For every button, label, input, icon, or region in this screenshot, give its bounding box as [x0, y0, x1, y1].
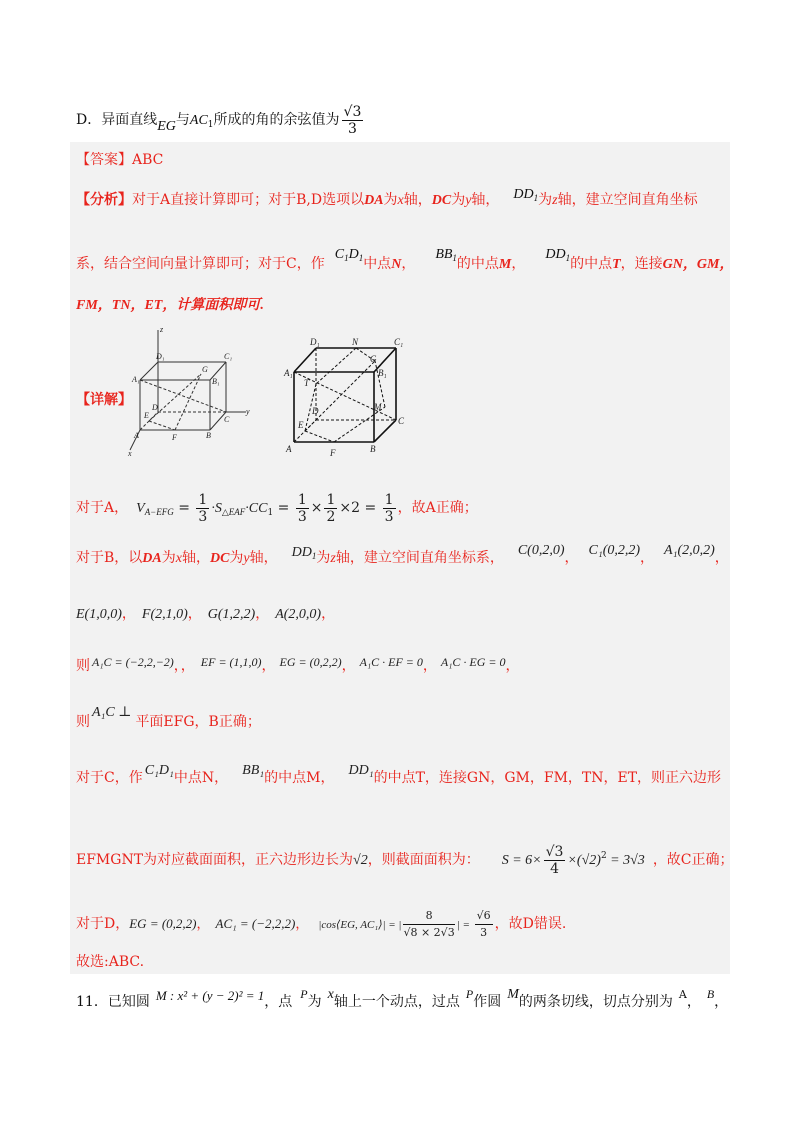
comma: ，: [187, 606, 202, 622]
answer-line: [76, 150, 163, 170]
math-cos: |cos⟨EG, AC₁⟩| = |: [318, 919, 402, 931]
math-c1d1: [335, 247, 363, 262]
math-s: ·S: [211, 501, 222, 516]
label-f: F: [172, 433, 177, 442]
part-b-text: 为: [229, 550, 244, 566]
frac-den: 4: [550, 860, 560, 877]
analysis-line-3: FM，TN，ET，计算面积即可.: [76, 298, 264, 313]
frac-den: 2: [326, 508, 336, 525]
analysis-line-1: [76, 187, 698, 214]
label-b1: B₁: [378, 368, 387, 378]
frac-num: 1: [384, 491, 394, 508]
q11-text: 轴上一个动点，过点: [333, 994, 460, 1010]
frac-1-3: [296, 492, 309, 525]
frac-num: √3: [343, 103, 362, 120]
part-b-ze2: 则: [76, 714, 90, 730]
vector-ef: EF = (1,1,0): [200, 655, 262, 669]
conclusion: 故选:ABC.: [76, 954, 145, 970]
analysis-text: ，连接: [620, 256, 663, 272]
label-m: M: [374, 402, 382, 412]
part-c-line-2: [76, 836, 734, 876]
frac-den: 3: [198, 508, 208, 525]
frac-num: 1: [297, 491, 307, 508]
analysis-text: 的中点: [456, 256, 499, 272]
coord-c: C(0,2,0): [517, 543, 565, 558]
label-a: A: [134, 431, 139, 440]
label-c: C: [398, 416, 405, 426]
edge-a1-d1: [294, 348, 316, 372]
frac-den: 3: [480, 926, 488, 939]
math-y: y: [465, 193, 472, 208]
part-b-line-2: [76, 604, 335, 625]
math-circle-m: M : x² + (y − 2)² = 1: [155, 988, 265, 1003]
label-d1: D₁: [310, 337, 320, 347]
part-b-text: 轴，: [181, 550, 210, 566]
part-d-line: 对于D，EG = (0,2,2)， AC₁ = (−2,2,2)， |cos⟨EG, AC₁⟩| = | $\frac{8}{√8 \times 2√3}$ | = $\frac{√6}{3}$ ，故D错误.: [76, 909, 567, 939]
math-c1d1-c: C: [334, 247, 345, 262]
math-x: x: [397, 193, 404, 208]
label-x: x: [128, 449, 132, 458]
detail-label: 【详解】: [76, 392, 132, 408]
coord-g: G(1,2,2): [207, 607, 256, 622]
q11-text: ，点: [264, 994, 293, 1010]
part-d-prefix: 对于D，: [76, 916, 130, 932]
math-p: P: [465, 987, 474, 1001]
math-eq: =: [273, 500, 294, 516]
math-c1d1-sub2: 1: [358, 253, 364, 263]
segment-n-t: [316, 348, 356, 384]
math-dd1b-sub: 1: [565, 253, 571, 263]
math-ac1: AC: [189, 113, 208, 128]
label-c1: C₁: [394, 337, 404, 347]
segment-f-m: [334, 407, 385, 442]
math-times: ×: [310, 500, 323, 516]
comma: ，: [422, 658, 437, 674]
frac-num: 1: [326, 491, 336, 508]
label-y: y: [246, 407, 250, 416]
segment-a1-c: [294, 372, 396, 420]
math-dd1: DD₁: [348, 763, 374, 778]
math-c1d1: C₁D₁: [144, 763, 174, 778]
math-cc: ·CC: [245, 501, 268, 516]
math-dc: DC: [431, 193, 452, 208]
frac-den: 3: [297, 508, 307, 525]
label-e: E: [144, 411, 149, 420]
math-dd1-text: DD: [513, 187, 534, 202]
coord-e: E(1,0,0): [76, 607, 122, 622]
math-dd1b-text: DD: [545, 247, 566, 262]
analysis-label: 【分析】: [76, 192, 132, 208]
part-b-text: 轴，: [249, 550, 278, 566]
coord-c1: C₁(0,2,2): [588, 543, 641, 558]
cube-figure-hexagon: [280, 334, 410, 460]
math-dd1: [513, 187, 539, 208]
q11-text: ，: [686, 994, 701, 1010]
math-bb1: [435, 247, 457, 262]
math-a: A: [678, 988, 687, 1001]
edge-b-c: [374, 420, 396, 442]
math-gn-gm: GN，GM，: [662, 257, 734, 272]
segment-e-f: [149, 421, 175, 430]
frac-cos: [403, 908, 454, 941]
part-b-prefix: 对于B，以: [76, 550, 143, 566]
comma: ，: [505, 658, 520, 674]
q11-text: 作圆: [473, 994, 502, 1010]
answer-value: ABC: [132, 152, 164, 168]
math-sup: 2: [600, 851, 607, 861]
part-a-suffix: ，故A正确；: [397, 500, 478, 516]
math-times: ×2 =: [339, 500, 381, 516]
math-t: T: [612, 257, 621, 272]
label-a1: A₁: [132, 375, 140, 384]
analysis-text: 轴，: [403, 192, 432, 208]
math-eq: =: [173, 500, 195, 516]
edge-a1-d1: [140, 362, 158, 380]
math-ac1-sub: 1: [207, 120, 214, 130]
math-b: B: [706, 987, 715, 1001]
frac-den: √8 × 2√3: [403, 926, 455, 939]
analysis-text: 为: [538, 192, 553, 208]
vector-eg: EG = (0,2,2): [279, 655, 342, 669]
segment-e-g: [149, 374, 201, 421]
part-b-line-1: [76, 543, 729, 572]
q11-text: 的两条切线，切点分别为: [518, 994, 673, 1010]
label-f: F: [330, 448, 336, 458]
comma: ，: [121, 606, 136, 622]
math-dc: DC: [209, 551, 230, 566]
analysis-text: 的中点: [570, 256, 613, 272]
label-d: D: [312, 406, 319, 416]
math-s-expr: S = 6×: [501, 853, 542, 868]
coord-f: F(2,1,0): [141, 607, 188, 622]
math-v-sub: A−EFG: [144, 507, 174, 517]
math-cc-sub: 1: [267, 508, 274, 518]
math-dd1-b: [545, 247, 570, 262]
coord-a: A(2,0,0): [275, 607, 322, 622]
part-b-text: 为: [161, 550, 176, 566]
part-c-text: ，则截面面积为：: [367, 852, 480, 868]
comma: ，: [255, 606, 270, 622]
comma: ，: [341, 658, 356, 674]
label-b1: B₁: [212, 377, 220, 386]
math-y: y: [243, 551, 250, 566]
frac-1-2: [324, 492, 337, 525]
frac-den: 3: [384, 508, 394, 525]
label-d: D: [152, 403, 158, 412]
math-sqrt2: √2: [353, 853, 368, 868]
analysis-text: 轴，: [471, 192, 500, 208]
comma: ，: [261, 658, 276, 674]
label-t: T: [304, 378, 310, 388]
analysis-text: ，: [511, 256, 526, 272]
math-eg: EG: [157, 119, 176, 134]
label-c: C: [224, 415, 230, 424]
math-cos: | =: [456, 919, 473, 931]
comma: ，: [321, 606, 336, 622]
analysis-text: 系，结合空间向量计算即可；对于C，作: [76, 256, 325, 272]
option-d-suffix: 所成的角的余弦值为: [213, 112, 340, 128]
part-b-perp-suffix: 平面EFG，B正确；: [135, 714, 261, 730]
part-b-text: 轴，建立空间直角坐标系，: [335, 550, 504, 566]
segment-f-g: [175, 374, 201, 430]
math-da: DA: [364, 193, 384, 208]
label-z: z: [160, 326, 164, 334]
math-z: z: [552, 193, 558, 208]
vector-ac1: AC₁ = (−2,2,2): [215, 916, 296, 931]
analysis-text: 中点: [363, 256, 392, 272]
label-g: G: [202, 365, 208, 374]
dot-a1c-eg: A₁C · EG = 0: [440, 655, 506, 669]
part-b-line-4: [76, 705, 261, 733]
part-a-prefix: 对于A，: [76, 500, 129, 516]
analysis-text: ，: [401, 256, 416, 272]
part-c-text: 的中点T，连接GN，GM，FM，TN，ET，则正六边形: [373, 770, 722, 786]
math-bb1-sub: 1: [452, 253, 457, 263]
math-s-sub: △EAF: [221, 507, 246, 517]
analysis-line-2: [76, 247, 734, 278]
analysis-text: 为: [451, 192, 466, 208]
label-a1: A₁: [284, 368, 293, 378]
math-c1d1-sub1: 1: [344, 253, 349, 263]
option-d-prefix: D．异面直线: [76, 112, 158, 128]
frac-num: √3: [545, 843, 564, 860]
coord-a1: A₁(2,0,2): [664, 543, 715, 558]
math-dd1-sub: 1: [533, 193, 539, 203]
label-b: B: [206, 431, 211, 440]
q11-text: 为: [307, 994, 322, 1010]
dot-a1c-ef: A₁C · EF = 0: [359, 655, 423, 669]
q11-number: 11．已知圆: [76, 994, 150, 1010]
math-perp: A₁C ⊥: [92, 705, 132, 720]
math-da: DA: [142, 551, 162, 566]
part-c-prefix: 对于C，作: [76, 770, 143, 786]
vector-a1c: A₁C = (−2,2,−2): [92, 655, 174, 669]
label-a: A: [286, 444, 292, 454]
math-p: P: [300, 987, 308, 1001]
math-n: N: [391, 257, 402, 272]
label-e: E: [298, 420, 304, 430]
frac-sqrt3-over-4: [544, 844, 566, 877]
label-d1: D₁: [156, 352, 165, 361]
part-b-line-3: 则 A₁C = (−2,2,−2)，， EF = (1,1,0)， EG = (0,2,2)， A₁C · EF = 0， A₁C · EG = 0，: [76, 655, 520, 674]
frac-num: √6: [475, 908, 493, 925]
comma: ，: [564, 550, 579, 566]
q11-text: ，: [714, 994, 729, 1010]
math-dd1-text: DD: [291, 545, 312, 560]
part-b-text: 为: [316, 550, 331, 566]
label-n: N: [352, 337, 359, 347]
math-dd1: [292, 545, 317, 560]
part-c-text: 中点N，: [173, 770, 229, 786]
frac-1-3: [196, 492, 209, 525]
frac-1-3: [383, 492, 396, 525]
part-d-suffix: ，故D错误.: [494, 916, 567, 932]
math-v: V: [136, 501, 145, 516]
label-c1: C₁: [224, 352, 233, 361]
cube-figure-axes: [126, 326, 256, 458]
part-b-ze: 则: [76, 658, 90, 674]
part-c-suffix: ，故C正确；: [652, 852, 734, 868]
option-d: [76, 100, 365, 140]
frac-num: 8: [403, 908, 454, 925]
comma: ，: [640, 550, 655, 566]
math-bb1: BB₁: [242, 763, 265, 778]
part-c-text: EFMGNT为对应截面面积，正六边形边长为: [76, 852, 354, 868]
comma: ，: [714, 550, 729, 566]
label-g: G: [370, 354, 377, 364]
frac-sqrt6-over-3: [475, 908, 493, 941]
analysis-text: 轴，建立空间直角坐标: [557, 192, 698, 208]
frac-num: 1: [198, 491, 208, 508]
math-z: z: [330, 551, 336, 566]
frac-den: 3: [347, 120, 357, 137]
analysis-text: 对于A直接计算即可；对于B,D选项以: [132, 192, 365, 208]
math-x: x: [175, 551, 182, 566]
math-bb1-text: BB: [435, 247, 453, 262]
math-x: x: [327, 987, 334, 1002]
analysis-text: 为: [383, 192, 398, 208]
part-a-line: [76, 490, 478, 526]
label-b: B: [370, 444, 376, 454]
frac-sqrt3-over-3: [342, 104, 364, 137]
math-m: M: [507, 987, 519, 1002]
part-c-text: 的中点M，: [264, 770, 335, 786]
math-dd1-sub: 1: [311, 551, 317, 561]
math-s-expr: ×(√2): [567, 853, 601, 868]
part-c-line-1: [76, 763, 722, 789]
segment-e-f: [305, 431, 334, 442]
math-m: M: [498, 257, 512, 272]
question-11: [76, 987, 729, 1013]
option-d-mid: 与: [175, 112, 190, 128]
math-c1d1-d: D: [348, 247, 359, 262]
math-s-expr: = 3√3: [606, 853, 645, 868]
vector-eg: EG = (0,2,2): [129, 916, 197, 931]
answer-label: 【答案】: [76, 152, 132, 168]
